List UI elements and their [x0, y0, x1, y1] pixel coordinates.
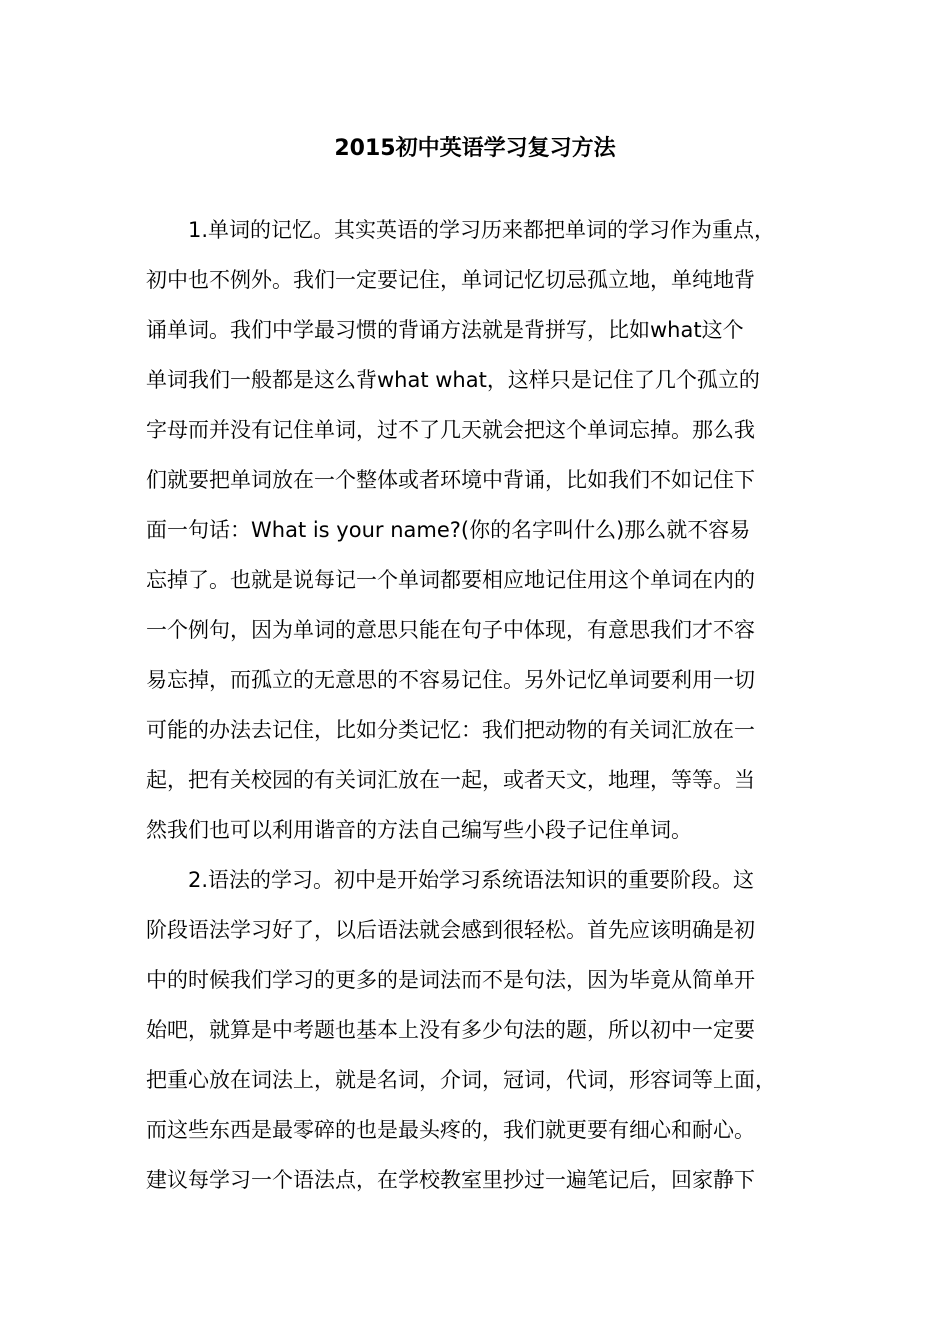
paragraph-1-line-3: 诵单词。我们中学最习惯的背诵方法就是背拼写，比如what这个	[146, 318, 744, 342]
paragraph-2-line-6: 而这些东西是最零碎的也是最头疼的，我们就更要有细心和耐心。	[146, 1118, 755, 1142]
paragraph-2-line-3: 中的时候我们学习的更多的是词法而不是句法，因为毕竟从简单开	[146, 968, 755, 992]
paragraph-1-line-13: 然我们也可以利用谐音的方法自己编写些小段子记住单词。	[146, 818, 692, 842]
paragraph-1-line-11: 可能的办法去记住，比如分类记忆：我们把动物的有关词汇放在一	[146, 718, 755, 742]
paragraph-1-line-1: 1.单词的记忆。其实英语的学习历来都把单词的学习作为重点，	[188, 218, 776, 242]
paragraph-1-line-4: 单词我们一般都是这么背what what，这样只是记住了几个孤立的	[146, 368, 760, 392]
paragraph-1-line-5: 字母而并没有记住单词，过不了几天就会把这个单词忘掉。那么我	[146, 418, 755, 442]
paragraph-2-line-2: 阶段语法学习好了，以后语法就会感到很轻松。首先应该明确是初	[146, 918, 755, 942]
document-body	[146, 205, 806, 1205]
paragraph-1-line-6: 们就要把单词放在一个整体或者环境中背诵，比如我们不如记住下	[146, 468, 755, 492]
document-title: 2015初中英语学习复习方法	[334, 136, 616, 161]
paragraph-1-line-8: 忘掉了。也就是说每记一个单词都要相应地记住用这个单词在内的	[146, 568, 755, 592]
paragraph-2-line-7: 建议每学习一个语法点，在学校教室里抄过一遍笔记后，回家静下	[146, 1168, 755, 1192]
paragraph-2-line-1: 2.语法的学习。初中是开始学习系统语法知识的重要阶段。这	[188, 868, 755, 892]
paragraph-1-line-12: 起，把有关校园的有关词汇放在一起，或者天文，地理，等等。当	[146, 768, 755, 792]
paragraph-1-line-2: 初中也不例外。我们一定要记住，单词记忆切忌孤立地，单纯地背	[146, 268, 755, 292]
paragraph-1-line-7: 面一句话：What is your name?(你的名字叫什么)那么就不容易	[146, 518, 751, 542]
paragraph-1-line-10: 易忘掉，而孤立的无意思的不容易记住。另外记忆单词要利用一切	[146, 668, 755, 692]
paragraph-2-line-5: 把重心放在词法上，就是名词，介词，冠词，代词，形容词等上面，	[146, 1068, 776, 1092]
paragraph-2-line-4: 始吧，就算是中考题也基本上没有多少句法的题，所以初中一定要	[146, 1018, 755, 1042]
paragraph-1-line-9: 一个例句，因为单词的意思只能在句子中体现，有意思我们才不容	[146, 618, 755, 642]
